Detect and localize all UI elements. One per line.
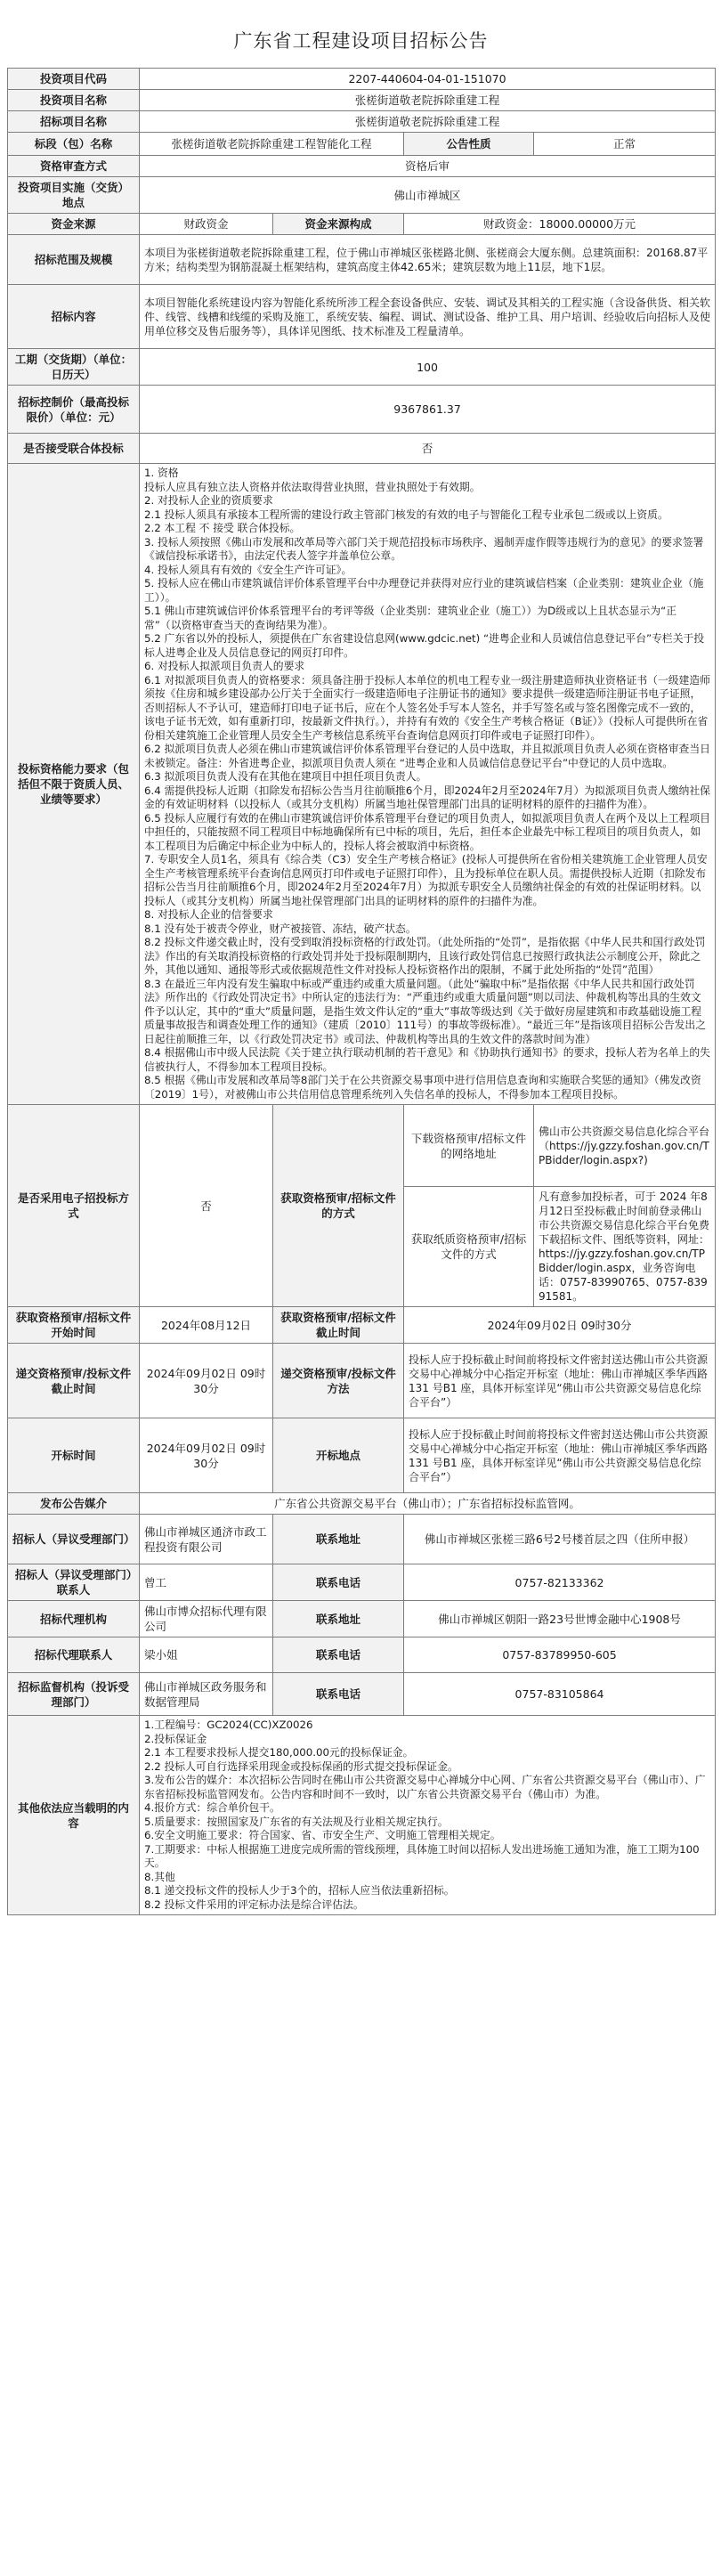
label-get-method: 获取资格预审/招标文件的方式 bbox=[273, 1105, 404, 1307]
label-open-place: 开标地点 bbox=[273, 1418, 404, 1493]
row-supervisor bbox=[8, 1673, 716, 1716]
row-project-code bbox=[8, 69, 716, 90]
label-period: 工期（交货期）（单位：日历天） bbox=[8, 349, 140, 386]
row-bid-project-name bbox=[8, 111, 716, 133]
tenderer-phone: 0757-82133362 bbox=[404, 1564, 716, 1601]
notice-page bbox=[7, 27, 715, 1915]
media: 广东省公共资源交易平台（佛山市）；广东省招标投标监管网。 bbox=[140, 1493, 716, 1515]
row-tenderer bbox=[8, 1515, 716, 1564]
consortium: 否 bbox=[140, 434, 716, 464]
row-section-name bbox=[8, 133, 716, 156]
review-method: 资格后审 bbox=[140, 156, 716, 177]
supervisor-phone: 0757-83105864 bbox=[404, 1673, 716, 1716]
label-location: 投资项目实施（交货）地点 bbox=[8, 177, 140, 214]
label-fund-composition: 资金来源构成 bbox=[273, 214, 404, 235]
label-tenderer: 招标人（异议受理部门） bbox=[8, 1515, 140, 1564]
project-code: 2207-440604-04-01-151070 bbox=[140, 69, 716, 90]
open-place: 投标人应于投标截止时间前将投标文件密封送达佛山市公共资源交易中心禅城分中心指定开标室（地址：佛山市禅城区季华西路 131 号B1 座，具体开标室详见“佛山市公共资源交易信息化综合平台”） bbox=[404, 1418, 716, 1493]
get-end: 2024年09月02日 09时30分 bbox=[404, 1307, 716, 1344]
label-get-end: 获取资格预审/招标文件截止时间 bbox=[273, 1307, 404, 1344]
label-tenderer-phone: 联系电话 bbox=[273, 1564, 404, 1601]
label-agency-contact: 招标代理联系人 bbox=[8, 1637, 140, 1673]
row-open bbox=[8, 1418, 716, 1493]
row-tenderer-contact bbox=[8, 1564, 716, 1601]
label-get-start: 获取资格预审/招标文件开始时间 bbox=[8, 1307, 140, 1344]
supervisor: 佛山市禅城区政务服务和数据管理局 bbox=[140, 1673, 273, 1716]
label-media: 发布公告媒介 bbox=[8, 1493, 140, 1515]
control-price: 9367861.37 bbox=[140, 386, 716, 434]
label-agency-phone: 联系电话 bbox=[273, 1637, 404, 1673]
page-title: 广东省工程建设项目招标公告 bbox=[233, 30, 489, 52]
paper-method: 凡有意参加投标者，可于 2024 年8月12日至投标截止时间前登录佛山市公共资源交易信息化综合平台免费下载招标文件、图纸等资料，网址：https://jy.gzzy.foshan.gov.cn/TPBidder/login.aspx，业务咨询电话：0757-83990765、0757-83991581。 bbox=[534, 1187, 716, 1307]
section-name: 张槎街道敬老院拆除重建工程智能化工程 bbox=[140, 133, 404, 156]
label-content: 招标内容 bbox=[8, 285, 140, 349]
row-fund bbox=[8, 214, 716, 235]
tenderer-address: 佛山市禅城区张槎三路6号2号楼首层之四（住所申报） bbox=[404, 1515, 716, 1564]
row-review-method bbox=[8, 156, 716, 177]
agency: 佛山市博众招标代理有限公司 bbox=[140, 1601, 273, 1637]
scale-text: 本项目为张槎街道敬老院拆除重建工程，位于佛山市禅城区张槎路北侧、张槎商会大厦东侧。总建筑面积：20168.87平方米；结构类型为钢筋混凝土框架结构，建筑高度主体42.65米；建筑层数为地上11层，地下1层。 bbox=[140, 235, 716, 285]
row-agency bbox=[8, 1601, 716, 1637]
label-consortium: 是否接受联合体投标 bbox=[8, 434, 140, 464]
row-get-time bbox=[8, 1307, 716, 1344]
label-notice-nature: 公告性质 bbox=[404, 133, 534, 156]
row-consortium bbox=[8, 434, 716, 464]
period: 100 bbox=[140, 349, 716, 386]
label-submit-deadline: 递交资格预审/投标文件截止时间 bbox=[8, 1344, 140, 1418]
label-review-method: 资格审查方式 bbox=[8, 156, 140, 177]
label-submit-method: 递交资格预审/投标文件方法 bbox=[273, 1344, 404, 1418]
open-time: 2024年09月02日 09时30分 bbox=[140, 1418, 273, 1493]
row-period bbox=[8, 349, 716, 386]
label-tenderer-contact: 招标人（异议受理部门）联系人 bbox=[8, 1564, 140, 1601]
submit-method: 投标人应于投标截止时间前将投标文件密封送达佛山市公共资源交易中心禅城分中心指定开标室（地址：佛山市禅城区季华西路 131 号B1 座，具体开标室详见“佛山市公共资源交易信息化综合平台”） bbox=[404, 1344, 716, 1418]
agency-contact: 梁小姐 bbox=[140, 1637, 273, 1673]
project-name: 张槎街道敬老院拆除重建工程 bbox=[140, 90, 716, 111]
label-electronic-bidding: 是否采用电子招投标方式 bbox=[8, 1105, 140, 1307]
bid-project-name: 张槎街道敬老院拆除重建工程 bbox=[140, 111, 716, 133]
label-control-price: 招标控制价（最高投标限价）（单位：元） bbox=[8, 386, 140, 434]
label-supervisor-phone: 联系电话 bbox=[273, 1673, 404, 1716]
row-other bbox=[8, 1716, 716, 1915]
location: 佛山市禅城区 bbox=[140, 177, 716, 214]
notice-table bbox=[7, 68, 716, 1915]
label-paper-method: 获取纸质资格预审/招标文件的方式 bbox=[404, 1187, 534, 1307]
row-agency-contact bbox=[8, 1637, 716, 1673]
get-start: 2024年08月12日 bbox=[140, 1307, 273, 1344]
fund-composition: 财政资金：18000.00000万元 bbox=[404, 214, 716, 235]
agency-phone: 0757-83789950-605 bbox=[404, 1637, 716, 1673]
agency-address: 佛山市禅城区朝阳一路23号世博金融中心1908号 bbox=[404, 1601, 716, 1637]
tenderer: 佛山市禅城区通济市政工程投资有限公司 bbox=[140, 1515, 273, 1564]
row-media bbox=[8, 1493, 716, 1515]
download-address: 佛山市公共资源交易信息化综合平台（https://jy.gzzy.foshan.gov.cn/TPBidder/login.aspx?) bbox=[534, 1105, 716, 1187]
label-other: 其他依法应当载明的内容 bbox=[8, 1716, 140, 1915]
row-scale bbox=[8, 235, 716, 285]
fund-source: 财政资金 bbox=[140, 214, 273, 235]
notice-nature: 正常 bbox=[534, 133, 716, 156]
tenderer-contact: 曾工 bbox=[140, 1564, 273, 1601]
label-fund-source: 资金来源 bbox=[8, 214, 140, 235]
label-section-name: 标段（包）名称 bbox=[8, 133, 140, 156]
label-project-name: 投资项目名称 bbox=[8, 90, 140, 111]
row-project-name bbox=[8, 90, 716, 111]
row-location bbox=[8, 177, 716, 214]
label-agency-address: 联系地址 bbox=[273, 1601, 404, 1637]
label-qualification: 投标资格能力要求（包括但不限于资质人员、业绩等要求） bbox=[8, 464, 140, 1105]
qualification-text: 1. 资格 投标人应具有独立法人资格并依法取得营业执照，营业执照处于有效期。 2. 对投标人企业的资质要求 2.1 投标人须具有承接本工程所需的建设行政主管部门核发的有效的电子与智能化工程专业承包二级或以上资质。 2.2 本工程 不 接受 联合体投标。 3. 投标人须按照《佛山市发展和改革局等六部门关于规范招投标市场秩序、遏制弄虚作假等违规行为的意见》的要求签署《诚信投标承诺书》，由法定代表人签字并盖单位公章。 4. 投标人须具有有效的《安全生产许可证》。 5. 投标人应在佛山市建筑诚信评价体系管理平台中办理登记并获得对应行业的建筑诚信档案（企业类别：建筑业企业（施工））。 5.1 佛山市建筑诚信评价体系管理平台的考评等级（企业类别：建筑业企业（施工））为D级或以上且状态显示为“正常”（以资格审查当天的查询结果为准）。 5.2 广东省以外的投标人，须提供在广东省建设信息网(www.gdcic.net) “进粤企业和人员诚信信息登记平台”专栏关于投标人进粤企业及人员信息登记的网页打印件。 6. 对投标人拟派项目负责人的要求 6.1 对拟派项目负责人的资格要求：须具备注册于投标人本单位的机电工程专业一级注册建造师执业资格证书（一级建造师须按《住房和城乡建设部办公厅关于全面实行一级建造师电子注册证书的通知》要求提供一级建造师注册证书电子证照，否则招标人不予认可，建造师打印电子证书后，应在个人签名处手写本人签名，并手写签名或与签名图像完成不一致的，该电子证书无效，如有重新打印，按最新文件执行。），并持有有效的《安全生产考核合格证（B证）》（投标人可提供所在省份相关建筑施工企业管理人员安全生产考核信息系统平台查询信息网页打印件或电子证照打印件）。 6.2 拟派项目负责人必须在佛山市建筑诚信评价体系管理平台登记的人员中选取，并且拟派项目负责人必须在资格审查当日未被锁定。备注：外省进粤企业，拟派项目负责人须在 “进粤企业和人员诚信信息登记平台”中登记的人员中选取。 6.3 拟派项目负责人没有在其他在建项目中担任项目负责人。 6.4 需提供投标人近期（扣除发布招标公告当月往前顺推6个月，即2024年2月至2024年7月）为拟派项目负责人缴纳社保金的有效证明材料（以投标人（或其分支机构）所属当地社保管理部门出具的证明材料的原件的扫描件为准）。 6.5 投标人应履行有效的在佛山市建筑诚信评价体系管理平台登记的项目负责人，如拟派项目负责人在两个及以上工程项目中担任的，只能按照不同工程项目中标地确保所有已中标的项目，先后，担任本企业最先中标工程项目的项目负责人，如本工程项目为后确定中标企业为中标人的，投标人将会被取消中标资格。 7. 专职安全人员1名，须具有《综合类（C3）安全生产考核合格证》(投标人可提供所在省份相关建筑施工企业管理人员安全生产考核管理系统平台查询信息网页打印件或电子证照打印件），且为投标单位在职人员。需提供投标人近期（扣除发布招标公告当月往前顺推6个月，即2024年2月至2024年7月）为拟派专职安全人员缴纳社保金的有效的社保证明材料。以投标人（或其分支机构）所属当地社保管理部门出具的证明材料的原件的扫描件为准。 8. 对投标人企业的信誉要求 8.1 没有处于被责令停业，财产被接管、冻结，破产状态。 8.2 投标文件递交截止时，没有受到取消投标资格的行政处罚。（此处所指的“处罚”，是指依据《中华人民共和国行政处罚法》作出的有关取消投标资格的行政处罚并处于投标限制期内，且该行政处罚信息已按照行政执法公示制度公开，除此之外，其他以通知、通报等形式或依据规范性文件对投标人投标资格作出的限制，不属于此处所指的“处罚”范围） 8.3 在最近三年内没有发生骗取中标或严重违约或重大质量问题。（此处“骗取中标”是指依据《中华人民共和国行政处罚法》所作出的《行政处罚决定书》中所认定的违法行为：“严重违约或重大质量问题”则以司法、仲裁机构等出具的生效文件予以认定，其中的“重大”质量问题，是指生效文件认定的“重大”事故等级达到《关于做好房屋建筑和市政基础设施工程质量事故报告和调查处理工作的通知》（建质〔2010〕111号）的事故等级标准）。“最近三年”是指该项目招标公告发出之日起往前顺推三年，以《行政处罚决定书》或司法、仲裁机构等出具的生效文件的落款时间为准） 8.4 根据佛山市中级人民法院《关于建立执行联动机制的若干意见》和《协助执行通知书》的要求，投标人若为名单上的失信被执行人，不得参加本工程项目投标。 8.5 根据《佛山市发展和改革局等8部门关于在公共资源交易事项中进行信用信息查询和实施联合奖惩的通知》（佛发改资〔2019〕1号），对被佛山市公共信用信息管理系统列入失信名单的投标人，不得参加本工程项目投标。 bbox=[140, 464, 716, 1105]
row-submit bbox=[8, 1344, 716, 1418]
label-bid-project-name: 招标项目名称 bbox=[8, 111, 140, 133]
label-agency: 招标代理机构 bbox=[8, 1601, 140, 1637]
label-project-code: 投资项目代码 bbox=[8, 69, 140, 90]
row-online-download bbox=[8, 1105, 716, 1187]
electronic-bidding: 否 bbox=[140, 1105, 273, 1307]
content-text: 本项目智能化系统建设内容为智能化系统所涉工程全套设备供应、安装、调试及其相关的工程实施（含设备供货、相关软件、线管、线槽和线缆的采购及施工，系统安装、编程、调试、测试设备、维护工具、用户培训、经验收后向招标人及使用单位移交及售后服务等），具体详见图纸、技术标准及工程量清单。 bbox=[140, 285, 716, 349]
label-open-time: 开标时间 bbox=[8, 1418, 140, 1493]
row-qualification bbox=[8, 464, 716, 1105]
row-control-price bbox=[8, 386, 716, 434]
label-scale: 招标范围及规模 bbox=[8, 235, 140, 285]
row-content bbox=[8, 285, 716, 349]
other-text: 1.工程编号：GC2024(CC)XZ0026 2.投标保证金 2.1 本工程要求投标人提交180,000.00元的投标保证金。 2.2 投标人可自行选择采用现金或投标保函的形式提交投标保证金。 3.发布公告的媒介：本次招标公告同时在佛山市公共资源交易中心禅城分中心网、广东省公共资源交易平台（佛山市）、广东省招标投标监管网发布。公告内容和时间不一致时，以广东省公共资源交易平台（佛山市）为准。 4.报价方式：综合单价包干。 5.质量要求：按照国家及广东省的有关法规及行业相关规定执行。 6.安全文明施工要求：符合国家、省、市安全生产、文明施工管理相关规定。 7.工期要求：中标人根据施工进度完成所需的管线预埋，具体施工时间以招标人发出进场施工通知为准，施工工期为100天。 8.其他 8.1 递交投标文件的投标人少于3个的，招标人应当依法重新招标。 8.2 投标文件采用的评定标办法是综合评估法。 bbox=[140, 1716, 716, 1915]
label-download-address: 下载资格预审/招标文件的网络地址 bbox=[404, 1105, 534, 1187]
label-supervisor: 招标监督机构（投诉受理部门） bbox=[8, 1673, 140, 1716]
label-tenderer-address: 联系地址 bbox=[273, 1515, 404, 1564]
submit-deadline: 2024年09月02日 09时30分 bbox=[140, 1344, 273, 1418]
